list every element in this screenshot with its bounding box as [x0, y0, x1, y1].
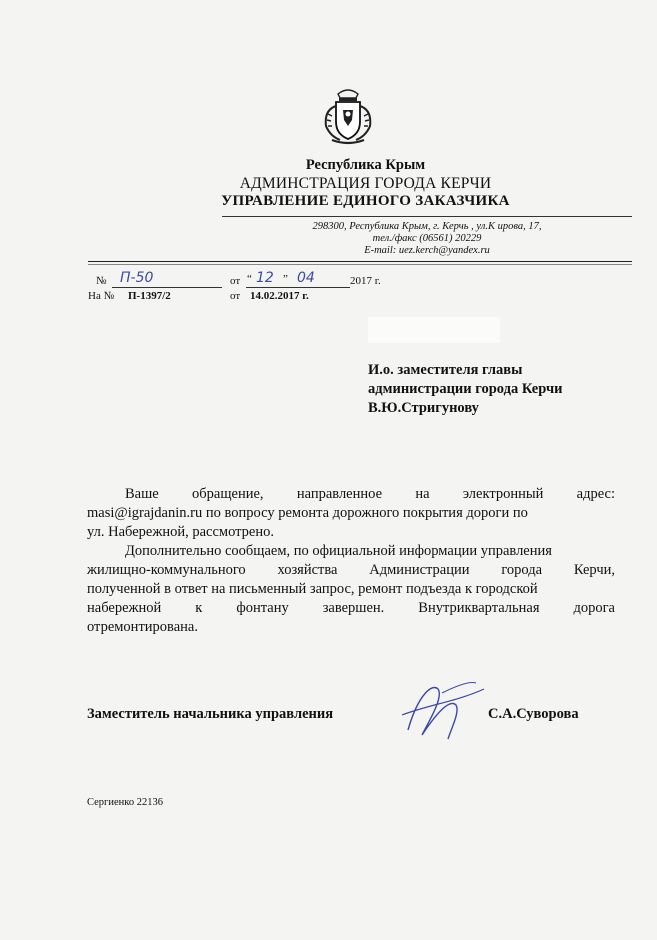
- address-street: 298300, Республика Крым, г. Керчь , ул.К ирова, 17,: [312, 221, 542, 232]
- body-p2-line1: Дополнительно сообщаем, по официальной информации управления: [125, 543, 552, 559]
- body-p1-line2: masi@igrajdanin.ru по вопросу ремонта дорожного покрытия дороги по: [87, 505, 528, 521]
- quote-close: ”: [283, 273, 288, 285]
- handwritten-signature: [398, 675, 488, 745]
- reg-number-underline: [112, 287, 222, 288]
- crimea-coat-of-arms-icon: [316, 86, 380, 146]
- ref-number: П-1397/2: [128, 290, 171, 302]
- letterhead-divider-thin: [88, 264, 632, 265]
- reg-year: 2017 г.: [350, 275, 381, 287]
- body-p1-line3: ул. Набережной, рассмотрено.: [87, 524, 274, 540]
- header-department: УПРАВЛЕНИЕ ЕДИНОГО ЗАКАЗЧИКА: [221, 193, 510, 209]
- header-administration: АДМИНСТРАЦИЯ ГОРОДА КЕРЧИ: [239, 175, 492, 192]
- address-phone: тел./факс (06561) 20229: [372, 233, 482, 244]
- header-divider: [222, 216, 632, 217]
- addressee-title: И.о. заместителя главы: [368, 362, 523, 378]
- body-p1-line1: Ваше обращение, направленное на электронный адрес:: [125, 486, 615, 502]
- reg-date-label: от: [230, 275, 241, 287]
- ref-date-label: от: [230, 290, 241, 302]
- signatory-name: С.А.Суворова: [488, 706, 579, 722]
- addressee-organization: администрации города Керчи: [368, 381, 563, 397]
- letterhead-divider: [88, 261, 632, 262]
- reg-number-label: №: [96, 275, 107, 287]
- executor-info: Сергиенко 22136: [87, 797, 163, 808]
- reg-month-handwritten: 04: [297, 270, 315, 286]
- header-region: Республика Крым: [305, 157, 426, 173]
- ref-date: 14.02.2017 г.: [250, 290, 309, 302]
- ref-number-label: На №: [88, 290, 115, 302]
- body-p2-line3: полученной в ответ на письменный запрос, ремонт подъезда к городской: [87, 581, 538, 597]
- reg-date-underline: [246, 287, 350, 288]
- reg-number-handwritten: П-50: [120, 270, 154, 286]
- body-p2-line4: набережной к фонтану завершен. Внутриквартальная дорога: [87, 600, 615, 616]
- signatory-position: Заместитель начальника управления: [87, 706, 334, 722]
- body-p2-line2: жилищно-коммунального хозяйства Администрации города Керчи,: [87, 562, 615, 578]
- addressee-name: В.Ю.Стригунову: [368, 400, 479, 416]
- quote-open: “: [247, 273, 252, 285]
- redacted-area: [368, 317, 500, 343]
- body-p2-line5: отремонтирована.: [87, 619, 198, 635]
- address-email: E-mail: uez.kerch@yandex.ru: [364, 245, 490, 256]
- reg-day-handwritten: 12: [256, 270, 274, 286]
